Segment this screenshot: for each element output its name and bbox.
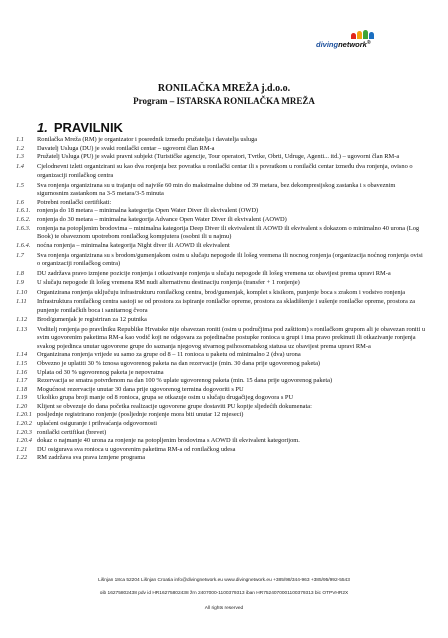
rule-number: 1.20.4 [16, 437, 32, 445]
rule-number: 1.6 [16, 198, 24, 206]
rule-item [16, 420, 426, 429]
rule-text: Voditelj ronjenja po pravilniku Republike Hrvatske nije obavezan roniti (osim u područjima pod zaštitom) s ronilačkom grupom ali je obavezan roniti u svim ugovorenim paketima RM-a kao vodič koji ne odgovara za pojedinačne postupke ronioca u grupi i ima pravo prekinuti ili otkazivanje ronjenja svakog pojedinca unutar ugovorene grupe do saznanja njegovog stvarnog psihosomatskog statusa uz obavijest prema upravi RM-a [37, 325, 426, 350]
rule-number: 1.20.3 [16, 428, 32, 436]
rule-item [16, 207, 426, 216]
rule-item [16, 351, 426, 360]
rule-text: Brod/gumenjak je registriran za 12 putnika [37, 315, 147, 323]
rule-text: Cjelodnevni izleti organizirani su kao dva ronjenja bez povratka u ronilački centar ili s povratkom u ronilački centar između dva ronjenja, ovisno o organizaciji ronilačkog centra [37, 163, 413, 179]
rule-number: 1.13 [16, 325, 28, 333]
rule-text: posljednje registrirano ronjenje (posljednje ronjenje mora biti unutar 12 mjeseci) [37, 411, 244, 419]
rule-text: ronjenja na potopljenim brodovima – minimalna kategorija Deep Diver ili ekvivalent ili AOWD ili ekvivalent s dokazom o minimalno 40 urona (Log Book) te obaveznom upotrebom ronilačkog kompjutera (osobni ili u najmu) [37, 224, 420, 241]
rule-text: Sva ronjenja organizirana su s brodom/gumenjakom osim u slučaju nepogode ili lošeg vremena ili nocnog ronjenja (organizacija noćnog ronjenja ovisi o organizaciji ronilačkog centra) [37, 251, 423, 268]
rule-text: Klijent se obvezuje do dana početka realizacije ugovorene grupe dostaviti PU kopije sljedećih dokumenata: [37, 402, 312, 410]
rule-text: ronilački certifikat (brevet) [37, 428, 107, 436]
rule-text: Obvezno je uplatiti 30 % iznosa ugovorenog paketa na dan rezervacije (min. 30 dana prije ugovorenog paketa) [37, 359, 321, 367]
rule-text: Uplata od 30 % ugovorenog paketa je nepovratna [37, 368, 164, 376]
section-number: 1. [37, 120, 48, 135]
logo-text-bold: diving [316, 40, 339, 49]
rule-text: Rezervacija se smatra potvrđenom na dan 100 % uplate ugovorenog paketa (min. 15 dana prije ugovorenog paketa) [37, 377, 333, 385]
footer-registry-line: oib 16275802438 pdv id HR16275802438 žrn 2407000-1100379313 iban HR7524070001100379313 bic OTPVHR2X [99, 591, 349, 596]
rule-item [16, 386, 426, 395]
rule-number: 1.20.2 [16, 420, 32, 428]
rule-item [16, 394, 426, 403]
rule-text: Infrastruktura ronilačkog centra sastoji se od prostora za ispiranje ronilačke opreme, prostora za skladištenje i sušenje ronilačke opreme, prostora za punjenje ronilačkih boca i sanitarnog čvora [37, 298, 416, 315]
rule-number: 1.10 [16, 288, 28, 296]
logo-bar [351, 33, 356, 39]
rule-number: 1.3 [16, 153, 24, 161]
rule-text: RM zadržava sva prava izmjene programa [37, 454, 146, 462]
rule-text: uplaćeni osiguranje i prihvaćanja odgovornosti [37, 420, 157, 428]
rule-item [16, 429, 426, 438]
logo-bar [357, 31, 362, 39]
logo-bar [363, 30, 368, 39]
rule-item [16, 298, 426, 315]
footer-rights: All rights reserved [204, 606, 244, 611]
section-heading [37, 120, 123, 135]
rule-item [16, 454, 426, 463]
rule-text: Ronilačka Mreža (RM) je organizator i posrednik između pružatelja i davatelja usluga [37, 136, 258, 143]
rule-number: 1.20 [16, 402, 28, 410]
rule-text: Davatelj Usluga (DU) je svaki ronilački centar – ugovorni član RM-a [37, 144, 215, 152]
rule-number: 1.6.2. [16, 215, 31, 223]
logo-bar [369, 32, 374, 39]
rule-text: Potrebni ronilački certifikati: [37, 198, 112, 206]
rule-number: 1.12 [16, 315, 28, 323]
logo-mark-icon [351, 30, 377, 39]
rule-item [16, 369, 426, 378]
rule-number: 1.9 [16, 278, 24, 286]
rule-item [16, 199, 426, 208]
rule-item [16, 145, 426, 154]
rule-item [16, 216, 426, 225]
rule-number: 1.15 [16, 359, 28, 367]
rule-number: 1.22 [16, 454, 28, 462]
rule-number: 1.8 [16, 270, 24, 278]
company-title: RONILAČKA MREŽA j.d.o.o. [157, 83, 291, 94]
rule-item [16, 326, 426, 352]
rule-text: U slučaju nepogode ili lošeg vremena RM nudi alternativnu destinaciju ronjenja (transfer + 1 ronjenje) [37, 278, 300, 286]
rule-number: 1.2 [16, 144, 24, 152]
rule-number: 1.6.3. [16, 224, 31, 232]
rule-item [16, 411, 426, 420]
rule-item [16, 279, 426, 288]
rule-number: 1.7 [16, 251, 24, 259]
program-subtitle: Program – ISTARSKA RONILAČKA MREŽA [133, 96, 315, 106]
rule-text: dokaz o najmanje 40 urona za ronjenje na potopljenim brodovima s AOWD ili ekvivalent kategorijom. [37, 437, 300, 445]
rule-number: 1.20.1 [16, 411, 32, 419]
rule-text: Organizirana ronjenja vrijede su samo za grupe od 8 – 11 ronioca u paketu od minimalno 2 (dva) urona [37, 351, 301, 359]
rule-number: 1.5 [16, 181, 24, 189]
rule-number: 1.6.1. [16, 207, 31, 215]
rule-text: Pružatelj Usluga (PU) je svaki pravni subjekt (Turističke agencije, Tour operatori, Tvrtke, Obrti, Udruge, Agenti... itd.) – ugovorni član RM-a [37, 153, 400, 161]
rule-number: 1.16 [16, 368, 28, 376]
rule-number: 1.14 [16, 351, 28, 359]
footer-contact-line: Lišnjan 18ca 52204 Lišnjan Croatia info@divingnetwork.eu www.divingnetwork.eu +385/98/344-963 +385/95/992-5543 [98, 578, 350, 583]
rule-text: noćna ronjenja – minimalna kategorija Night diver ili AOWD ili ekvivalent [37, 241, 230, 249]
rule-item [16, 377, 426, 386]
rule-item [16, 242, 426, 251]
rule-item [16, 225, 426, 242]
logo-text [316, 40, 371, 49]
rule-item [16, 252, 426, 269]
rule-item [16, 403, 426, 412]
rule-item [16, 289, 426, 298]
rules-list [16, 136, 426, 463]
rule-number: 1.17 [16, 377, 28, 385]
rule-item [16, 163, 426, 180]
rule-number: 1.1 [16, 136, 24, 143]
logo-registered: ® [366, 40, 371, 46]
rule-text: Ukoliko grupa broji manje od 8 ronioca, grupa se otkazuje osim u slučaju drugačijeg dogovora s PU [37, 394, 294, 402]
diving-network-logo [316, 31, 412, 55]
rule-text: DU osigurava sva ronioca u ugovorenim paketima RM-a od ronilačkog udesa [37, 445, 236, 453]
rule-item [16, 316, 426, 325]
rule-number: 1.6.4. [16, 241, 31, 249]
rule-item [16, 360, 426, 369]
rule-text: Organizirana ronjenja uključuju infrastrukturu ronilačkog centra, brod/gumenjak, komplet s kisikom, punjenje boca s zrakom i vodstvo ronjenja [37, 288, 406, 296]
rule-number: 1.4 [16, 163, 24, 171]
rule-text: ronjenja do 18 metara – minimalna kategorija Open Water Diver ili ekvivalent (OWD) [37, 207, 259, 215]
rule-item [16, 136, 426, 145]
rule-number: 1.11 [16, 298, 27, 306]
rule-item [16, 437, 426, 446]
rule-text: DU zadržava pravo izmjene pozicije ronjenja i otkazivanje ronjenja u slučaju nepogode ili lošeg vremena uz obavijest prema upravi RM-a [37, 270, 391, 278]
rule-item [16, 153, 426, 162]
rule-number: 1.21 [16, 445, 28, 453]
rule-number: 1.18 [16, 385, 28, 393]
rule-item [16, 182, 426, 199]
rule-item [16, 446, 426, 455]
rule-number: 1.19 [16, 394, 28, 402]
rule-text: Sva ronjenja organizirana su u trajanju od najviše 60 min do maksimalne dubine od 39 metara, bez dekompresijskog zastanka i s obaveznim sigurnosnim zastankom na 3-5 metara/3-5 minuta [37, 181, 396, 198]
rule-text: ronjenja do 30 metara – minimalna kategorija Advance Open Water Diver ili ekvivalent (AOWD) [37, 215, 287, 223]
rule-item [16, 270, 426, 279]
logo-text-normal: network [338, 40, 367, 49]
section-title: PRAVILNIK [53, 120, 123, 135]
rule-text: Mogućnost rezervacije unutar 30 dana prije ugovorenog termina dogovoriti s PU [37, 385, 244, 393]
